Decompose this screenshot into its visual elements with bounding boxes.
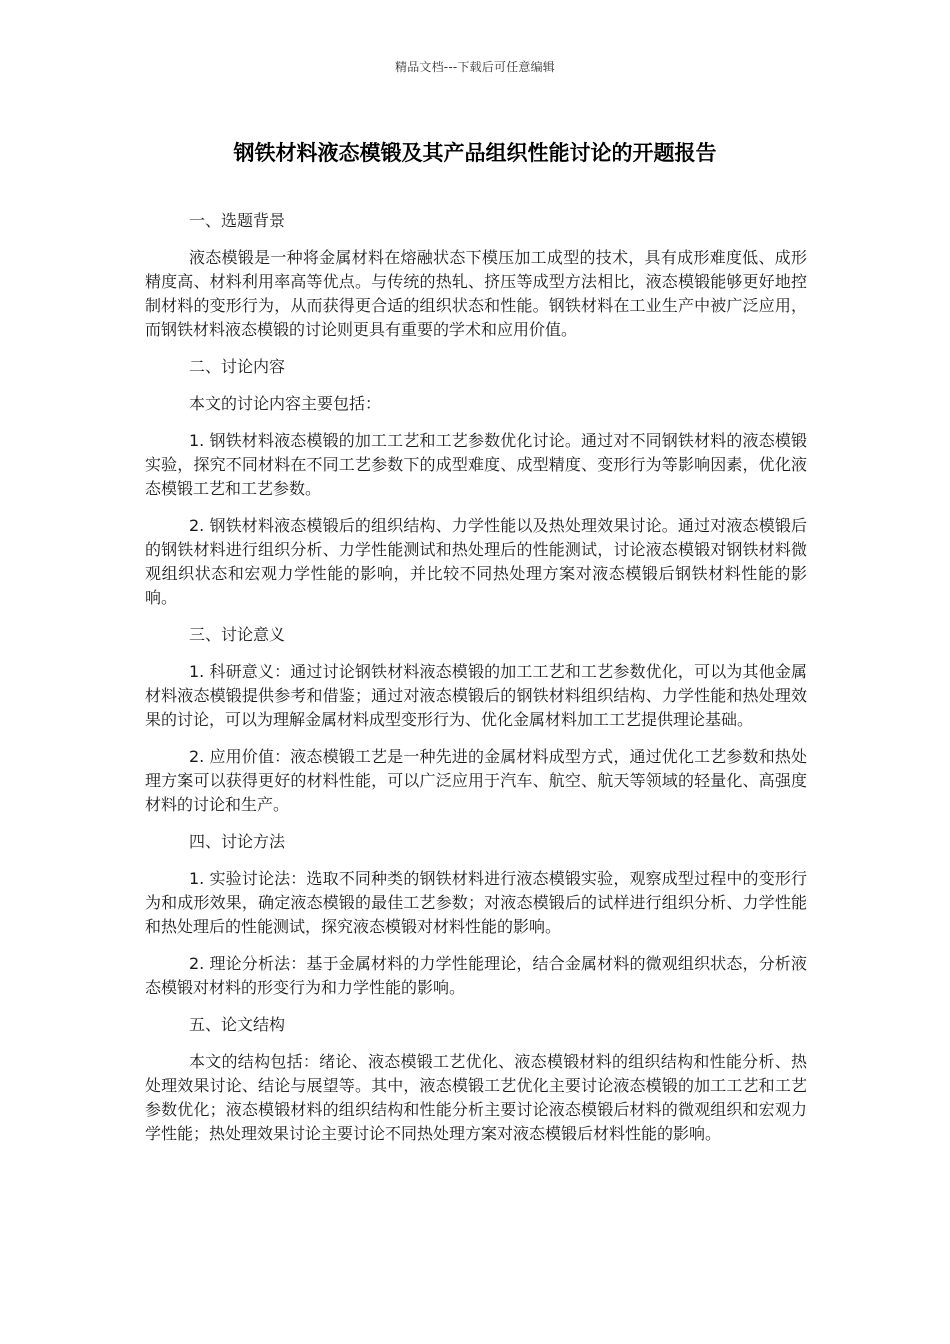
section-heading: 三、讨论意义: [189, 625, 286, 644]
section-significance: [145, 623, 807, 817]
paragraph: 2. 应用价值：液态模锻工艺是一种先进的金属材料成型方式，通过优化工艺参数和热处理方案可以获得更好的材料性能，可以广泛应用于汽车、航空、航天等领域的轻量化、高强度材料的讨论和生产。: [145, 747, 807, 814]
section-research-content: [145, 355, 807, 610]
document-body: [145, 209, 807, 1159]
section-methods: [145, 830, 807, 1000]
paragraph: 1. 实验讨论法：选取不同种类的钢铁材料进行液态模锻实验，观察成型过程中的变形行为和成形效果，确定液态模锻的最佳工艺参数；对液态模锻后的试样进行组织分析、力学性能和热处理后的性能测试，探究液态模锻对材料性能的影响。: [145, 869, 807, 936]
paragraph: 1. 科研意义：通过讨论钢铁材料液态模锻的加工工艺和工艺参数优化，可以为其他金属材料液态模锻提供参考和借鉴；通过对液态模锻后的钢铁材料组织结构、力学性能和热处理效果的讨论，可以为理解金属材料成型变形行为、优化金属材料加工工艺提供理论基础。: [145, 662, 807, 729]
section-structure: [145, 1013, 807, 1146]
section-heading: 二、讨论内容: [189, 357, 286, 376]
header-note: 精品文档---下载后可任意编辑: [395, 60, 555, 74]
paragraph: 2. 钢铁材料液态模锻后的组织结构、力学性能以及热处理效果讨论。通过对液态模锻后的钢铁材料进行组织分析、力学性能测试和热处理后的性能测试，讨论液态模锻对钢铁材料微观组织状态和宏观力学性能的影响，并比较不同热处理方案对液态模锻后钢铁材料性能的影响。: [145, 516, 807, 607]
paragraph: 2. 理论分析法：基于金属材料的力学性能理论，结合金属材料的微观组织状态，分析液态模锻对材料的形变行为和力学性能的影响。: [145, 954, 807, 997]
document-title: 钢铁材料液态模锻及其产品组织性能讨论的开题报告: [233, 141, 717, 165]
paragraph: 本文的结构包括：绪论、液态模锻工艺优化、液态模锻材料的组织结构和性能分析、热处理效果讨论、结论与展望等。其中，液态模锻工艺优化主要讨论液态模锻的加工工艺和工艺参数优化；液态模锻材料的组织结构和性能分析主要讨论液态模锻后材料的微观组织和宏观力学性能；热处理效果讨论主要讨论不同热处理方案对液态模锻后材料性能的影响。: [145, 1052, 807, 1143]
section-background: [145, 209, 807, 342]
paragraph: 液态模锻是一种将金属材料在熔融状态下模压加工成型的技术，具有成形难度低、成形精度高、材料利用率高等优点。与传统的热轧、挤压等成型方法相比，液态模锻能够更好地控制材料的变形行为，从而获得更合适的组织状态和性能。钢铁材料在工业生产中被广泛应用，而钢铁材料液态模锻的讨论则更具有重要的学术和应用价值。: [145, 248, 807, 339]
paragraph: 本文的讨论内容主要包括：: [189, 394, 382, 413]
section-heading: 一、选题背景: [189, 211, 286, 230]
section-heading: 四、讨论方法: [189, 832, 286, 851]
section-heading: 五、论文结构: [189, 1015, 286, 1034]
paragraph: 1. 钢铁材料液态模锻的加工工艺和工艺参数优化讨论。通过对不同钢铁材料的液态模锻实验，探究不同材料在不同工艺参数下的成型难度、成型精度、变形行为等影响因素，优化液态模锻工艺和工艺参数。: [145, 431, 807, 498]
